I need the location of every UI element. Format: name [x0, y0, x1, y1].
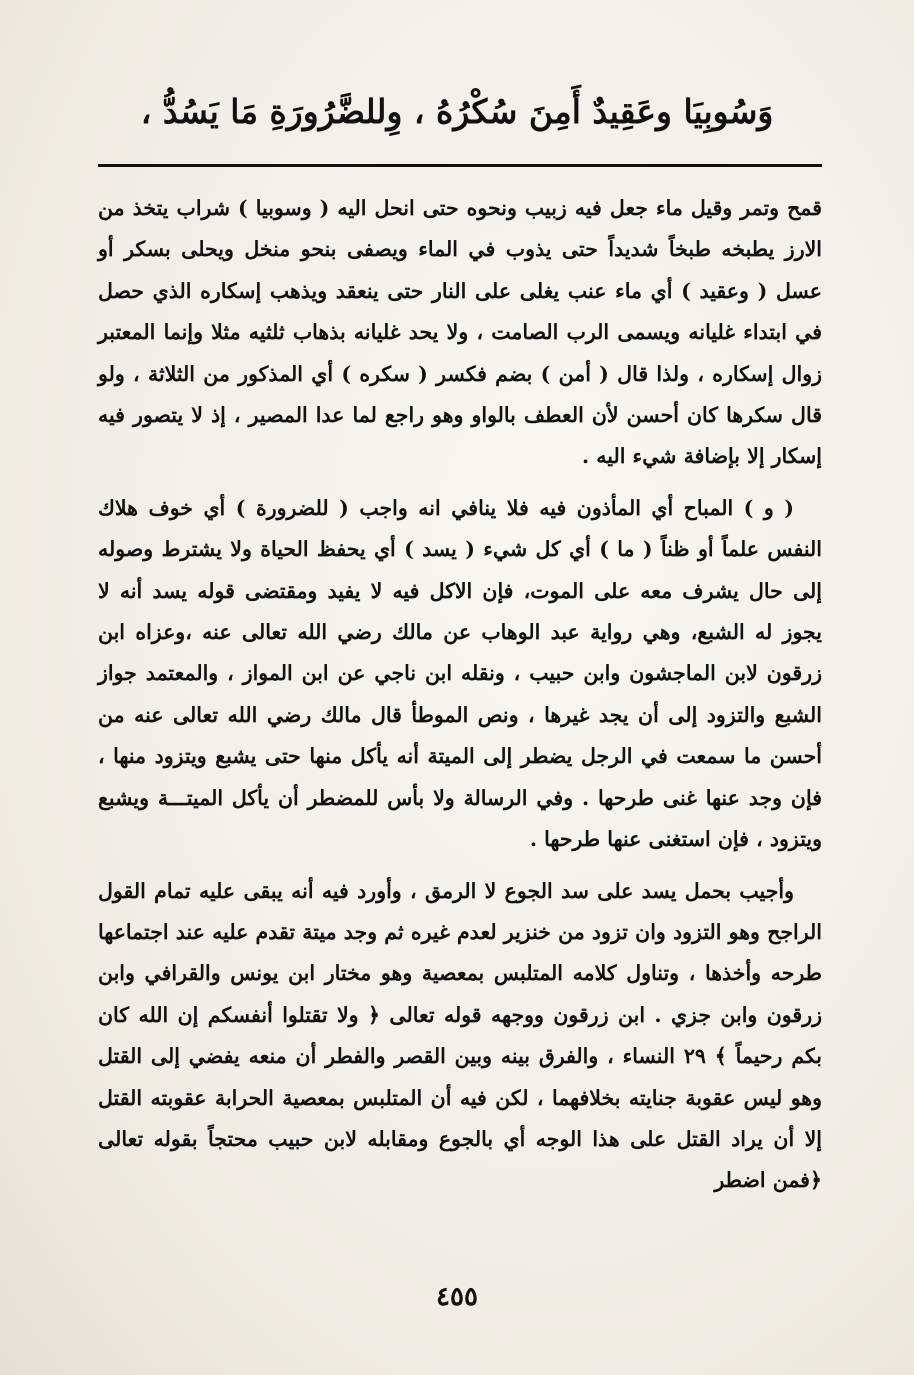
- commentary-body: [98, 188, 822, 1202]
- page-header-verse: وَسُوبِيَا وعَقِيدٌ أَمِنَ سُكْرُهُ ، وِللضَّرُورَةِ مَا يَسُدُّ ،: [140, 92, 774, 131]
- paragraph-1: قمح وتمر وقيل ماء جعل فيه زبيب ونحوه حتى انحل اليه ( وسوبيا ) شراب يتخذ من الارز يطبخه طبخاً شديداً حتى يذوب في الماء ويصفى بنحو منخل ويحلى بسكر أو عسل ( وعقيد ) أي ماء عنب يغلى على النار حتى ينعقد ويذهب إسكاره الذي حصل في ابتداء غليانه ويسمى الرب الصامت ، ولا يحد غليانه بذهاب ثلثيه مثلا وإنما المعتبر زوال إسكاره ، ولذا قال ( أمن ) بضم فكسر ( سكره ) أي المذكور من الثلاثة ، ولو قال سكرها كان أحسن لأن العطف بالواو وهو راجع لما عدا المصير ، إذ لا يتصور فيه إسكار إلا بإضافة شيء اليه .: [98, 196, 822, 469]
- page-number: ٤٥٥: [436, 1282, 478, 1312]
- paragraph-2: ( و ) المباح أي المأذون فيه فلا ينافي انه واجب ( للضرورة ) أي خوف هلاك النفس علماً أو ظناً ( ما ) أي كل شيء ( يسد ) أي يحفظ الحياة ولا يشترط وصوله إلى حال يشرف معه على الموت، فإن الاكل فيه لا يفيد ومقتضى قوله يسد أنه لا يجوز له الشبع، وهي رواية عبد الوهاب عن مالك رضي الله تعالى عنه ،وعزاه ابن زرقون لابن الماجشون وابن حبيب ، ونقله ابن ناجي عن ابن المواز ، والمعتمد جواز الشبع والتزود إلى أن يجد غيرها ، ونص الموطأ قال مالك رضي الله تعالى عنه من أحسن ما سمعت في الرجل يضطر إلى الميتة أنه يأكل منها حتى يشبع ويتزود منها ، فإن وجد عنها غنى طرحها . وفي الرسالة ولا بأس للمضطر أن يأكل الميتـــة ويشبع ويتزود ، فإن استغنى عنها طرحها .: [98, 495, 822, 852]
- paragraph-3: وأجيب بحمل يسد على سد الجوع لا الرمق ، وأورد فيه أنه يبقى عليه تمام القول الراجح وهو التزود وان تزود من خنزير لعدم غيره ثم وجد ميتة تقدم عليه عند اجتماعها طرحه وأخذها ، وتناول كلامه المتلبس بمعصية وهو مختار ابن يونس والقرافي وابن زرقون وابن جزي . ابن زرقون ووجهه قوله تعالى ﴿ ولا تقتلوا أنفسكم إن الله كان بكم رحيماً ﴾ ٢٩ النساء ، والفرق بينه وبين القصر والفطر أن منعه يفضي إلى القتل وهو ليس عقوبة جنايته بخلافهما ، لكن فيه أن المتلبس بمعصية الحرابة عقوبته القتل إلا أن يراد القتل على هذا الوجه أي بالجوع ومقابله لابن حبيب محتجاً بقوله تعالى ﴿فمن اضطر: [98, 878, 822, 1193]
- header-divider: [98, 164, 822, 167]
